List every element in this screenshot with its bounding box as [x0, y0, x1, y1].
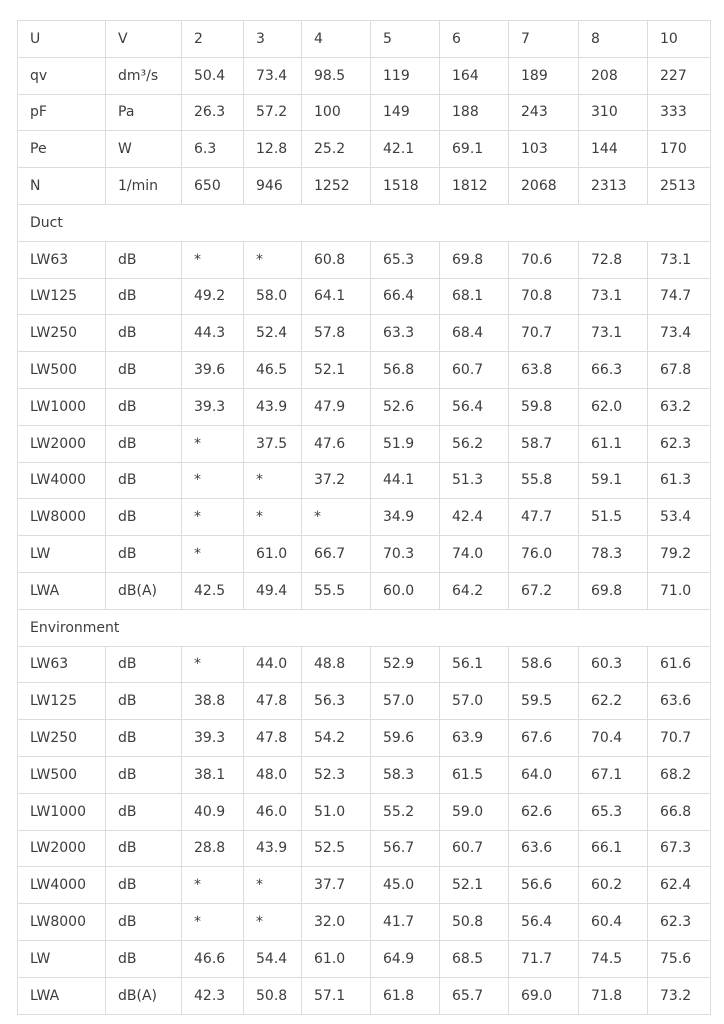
unit-cell: dB: [106, 352, 182, 389]
value-cell: 75.6: [648, 940, 711, 977]
value-cell: 57.8: [302, 315, 371, 352]
value-cell: 60.4: [579, 904, 648, 941]
value-cell: 38.8: [182, 683, 244, 720]
value-cell: *: [182, 425, 244, 462]
table-row: [18, 131, 711, 168]
value-cell: 149: [371, 94, 440, 131]
value-cell: 46.6: [182, 940, 244, 977]
value-cell: 333: [648, 94, 711, 131]
value-cell: 42.4: [440, 499, 509, 536]
row-label: LW: [18, 536, 106, 573]
value-cell: 44.0: [244, 646, 302, 683]
row-label: LW1000: [18, 793, 106, 830]
value-cell: 6: [440, 21, 509, 58]
value-cell: 2313: [579, 168, 648, 205]
value-cell: *: [182, 904, 244, 941]
value-cell: 65.3: [371, 241, 440, 278]
value-cell: 68.2: [648, 756, 711, 793]
value-cell: 100: [302, 94, 371, 131]
value-cell: 72.8: [579, 241, 648, 278]
value-cell: 1812: [440, 168, 509, 205]
value-cell: 65.7: [440, 977, 509, 1014]
value-cell: 62.3: [648, 904, 711, 941]
value-cell: 52.6: [371, 388, 440, 425]
unit-cell: dB: [106, 425, 182, 462]
table-row: [18, 683, 711, 720]
unit-cell: dB: [106, 756, 182, 793]
value-cell: 61.3: [648, 462, 711, 499]
value-cell: 5: [371, 21, 440, 58]
value-cell: 66.4: [371, 278, 440, 315]
value-cell: 57.2: [244, 94, 302, 131]
value-cell: 66.1: [579, 830, 648, 867]
value-cell: 49.4: [244, 572, 302, 609]
value-cell: 57.1: [302, 977, 371, 1014]
value-cell: 76.0: [509, 536, 579, 573]
unit-cell: dB: [106, 830, 182, 867]
row-label: U: [18, 21, 106, 58]
unit-cell: W: [106, 131, 182, 168]
value-cell: 25.2: [302, 131, 371, 168]
table-row: [18, 940, 711, 977]
row-label: LW8000: [18, 904, 106, 941]
unit-cell: dB: [106, 793, 182, 830]
value-cell: 62.3: [648, 425, 711, 462]
value-cell: 1252: [302, 168, 371, 205]
row-label: LW125: [18, 683, 106, 720]
value-cell: 47.6: [302, 425, 371, 462]
value-cell: 56.1: [440, 646, 509, 683]
table-row: [18, 830, 711, 867]
row-label: LW4000: [18, 462, 106, 499]
value-cell: 47.8: [244, 683, 302, 720]
value-cell: 37.7: [302, 867, 371, 904]
section-title: Duct: [18, 204, 711, 241]
value-cell: 59.1: [579, 462, 648, 499]
row-label: LWA: [18, 977, 106, 1014]
table-row: [18, 867, 711, 904]
value-cell: *: [302, 499, 371, 536]
unit-cell: dB: [106, 940, 182, 977]
unit-cell: dB: [106, 904, 182, 941]
value-cell: 61.1: [579, 425, 648, 462]
value-cell: 48.0: [244, 756, 302, 793]
table-row: [18, 499, 711, 536]
value-cell: 164: [440, 57, 509, 94]
value-cell: 10: [648, 21, 711, 58]
value-cell: 47.7: [509, 499, 579, 536]
value-cell: 56.4: [440, 388, 509, 425]
value-cell: 62.0: [579, 388, 648, 425]
value-cell: 98.5: [302, 57, 371, 94]
table-row: [18, 315, 711, 352]
value-cell: 49.2: [182, 278, 244, 315]
value-cell: 68.4: [440, 315, 509, 352]
value-cell: 2513: [648, 168, 711, 205]
value-cell: 61.0: [302, 940, 371, 977]
value-cell: 47.9: [302, 388, 371, 425]
value-cell: 208: [579, 57, 648, 94]
value-cell: 58.7: [509, 425, 579, 462]
table-row: [18, 904, 711, 941]
row-label: Pe: [18, 131, 106, 168]
value-cell: 57.0: [371, 683, 440, 720]
value-cell: 189: [509, 57, 579, 94]
value-cell: 61.0: [244, 536, 302, 573]
value-cell: 32.0: [302, 904, 371, 941]
table-row: [18, 977, 711, 1014]
value-cell: 73.2: [648, 977, 711, 1014]
table-row: [18, 572, 711, 609]
unit-cell: dB: [106, 499, 182, 536]
value-cell: 69.0: [509, 977, 579, 1014]
table-row: [18, 425, 711, 462]
value-cell: 62.6: [509, 793, 579, 830]
value-cell: 63.3: [371, 315, 440, 352]
unit-cell: dm³/s: [106, 57, 182, 94]
value-cell: 40.9: [182, 793, 244, 830]
value-cell: 8: [579, 21, 648, 58]
value-cell: 46.0: [244, 793, 302, 830]
value-cell: 64.0: [509, 756, 579, 793]
value-cell: 66.8: [648, 793, 711, 830]
row-label: LW63: [18, 241, 106, 278]
value-cell: 51.9: [371, 425, 440, 462]
value-cell: 38.1: [182, 756, 244, 793]
value-cell: 59.5: [509, 683, 579, 720]
value-cell: 2068: [509, 168, 579, 205]
value-cell: *: [182, 462, 244, 499]
value-cell: 60.0: [371, 572, 440, 609]
unit-cell: dB: [106, 388, 182, 425]
value-cell: 63.6: [509, 830, 579, 867]
row-label: LW8000: [18, 499, 106, 536]
value-cell: 43.9: [244, 830, 302, 867]
value-cell: 47.8: [244, 720, 302, 757]
value-cell: 119: [371, 57, 440, 94]
value-cell: 70.6: [509, 241, 579, 278]
unit-cell: V: [106, 21, 182, 58]
value-cell: 73.4: [648, 315, 711, 352]
value-cell: 39.6: [182, 352, 244, 389]
value-cell: 64.2: [440, 572, 509, 609]
value-cell: 69.8: [579, 572, 648, 609]
value-cell: 64.9: [371, 940, 440, 977]
value-cell: *: [182, 536, 244, 573]
row-label: pF: [18, 94, 106, 131]
value-cell: 946: [244, 168, 302, 205]
row-label: LW63: [18, 646, 106, 683]
value-cell: 55.2: [371, 793, 440, 830]
table-row: [18, 241, 711, 278]
table-row: [18, 168, 711, 205]
row-label: LW2000: [18, 425, 106, 462]
value-cell: 52.1: [302, 352, 371, 389]
value-cell: 1518: [371, 168, 440, 205]
value-cell: 12.8: [244, 131, 302, 168]
value-cell: 50.8: [244, 977, 302, 1014]
row-label: LW2000: [18, 830, 106, 867]
header-row: [18, 21, 711, 58]
value-cell: 50.8: [440, 904, 509, 941]
value-cell: 69.1: [440, 131, 509, 168]
value-cell: 56.7: [371, 830, 440, 867]
value-cell: 74.0: [440, 536, 509, 573]
value-cell: 60.8: [302, 241, 371, 278]
value-cell: 43.9: [244, 388, 302, 425]
table-row: [18, 756, 711, 793]
value-cell: 4: [302, 21, 371, 58]
unit-cell: dB: [106, 720, 182, 757]
value-cell: *: [244, 867, 302, 904]
value-cell: 170: [648, 131, 711, 168]
value-cell: 62.2: [579, 683, 648, 720]
value-cell: 70.7: [648, 720, 711, 757]
unit-cell: dB: [106, 536, 182, 573]
value-cell: *: [244, 499, 302, 536]
value-cell: 37.5: [244, 425, 302, 462]
table-row: [18, 278, 711, 315]
value-cell: 60.7: [440, 352, 509, 389]
value-cell: 70.4: [579, 720, 648, 757]
value-cell: 66.3: [579, 352, 648, 389]
value-cell: 63.2: [648, 388, 711, 425]
value-cell: 44.3: [182, 315, 244, 352]
value-cell: 243: [509, 94, 579, 131]
value-cell: 52.5: [302, 830, 371, 867]
value-cell: 63.9: [440, 720, 509, 757]
unit-cell: dB: [106, 241, 182, 278]
value-cell: 70.8: [509, 278, 579, 315]
value-cell: 46.5: [244, 352, 302, 389]
value-cell: 67.8: [648, 352, 711, 389]
value-cell: 73.4: [244, 57, 302, 94]
value-cell: 68.5: [440, 940, 509, 977]
table-row: [18, 720, 711, 757]
value-cell: 39.3: [182, 720, 244, 757]
value-cell: 59.0: [440, 793, 509, 830]
value-cell: 58.3: [371, 756, 440, 793]
value-cell: 61.6: [648, 646, 711, 683]
value-cell: 79.2: [648, 536, 711, 573]
value-cell: 45.0: [371, 867, 440, 904]
value-cell: 61.5: [440, 756, 509, 793]
value-cell: 73.1: [579, 315, 648, 352]
value-cell: 7: [509, 21, 579, 58]
value-cell: 55.5: [302, 572, 371, 609]
value-cell: 55.8: [509, 462, 579, 499]
value-cell: *: [244, 241, 302, 278]
row-label: LW250: [18, 720, 106, 757]
unit-cell: 1/min: [106, 168, 182, 205]
value-cell: 71.0: [648, 572, 711, 609]
value-cell: 42.3: [182, 977, 244, 1014]
table-row: [18, 646, 711, 683]
value-cell: 67.3: [648, 830, 711, 867]
unit-cell: dB: [106, 315, 182, 352]
value-cell: 103: [509, 131, 579, 168]
value-cell: 54.4: [244, 940, 302, 977]
value-cell: 62.4: [648, 867, 711, 904]
fan-data-table: [17, 20, 711, 1015]
value-cell: 60.2: [579, 867, 648, 904]
table-row: [18, 94, 711, 131]
value-cell: 52.1: [440, 867, 509, 904]
value-cell: 61.8: [371, 977, 440, 1014]
value-cell: 71.7: [509, 940, 579, 977]
unit-cell: dB: [106, 278, 182, 315]
value-cell: 66.7: [302, 536, 371, 573]
unit-cell: dB: [106, 462, 182, 499]
unit-cell: dB(A): [106, 977, 182, 1014]
value-cell: 54.2: [302, 720, 371, 757]
value-cell: 58.6: [509, 646, 579, 683]
value-cell: 60.3: [579, 646, 648, 683]
value-cell: 52.9: [371, 646, 440, 683]
value-cell: 74.7: [648, 278, 711, 315]
value-cell: *: [244, 904, 302, 941]
value-cell: 51.3: [440, 462, 509, 499]
unit-cell: dB: [106, 646, 182, 683]
value-cell: 51.0: [302, 793, 371, 830]
value-cell: 64.1: [302, 278, 371, 315]
value-cell: 37.2: [302, 462, 371, 499]
value-cell: 144: [579, 131, 648, 168]
value-cell: 59.8: [509, 388, 579, 425]
row-label: LW250: [18, 315, 106, 352]
value-cell: 57.0: [440, 683, 509, 720]
row-label: LW1000: [18, 388, 106, 425]
row-label: LW: [18, 940, 106, 977]
value-cell: 67.2: [509, 572, 579, 609]
value-cell: 39.3: [182, 388, 244, 425]
value-cell: 56.2: [440, 425, 509, 462]
row-label: LW4000: [18, 867, 106, 904]
value-cell: 69.8: [440, 241, 509, 278]
value-cell: 42.5: [182, 572, 244, 609]
value-cell: *: [244, 462, 302, 499]
value-cell: 227: [648, 57, 711, 94]
value-cell: 56.8: [371, 352, 440, 389]
value-cell: 67.1: [579, 756, 648, 793]
section-title: Environment: [18, 609, 711, 646]
unit-cell: Pa: [106, 94, 182, 131]
section-header: [18, 609, 711, 646]
table-row: [18, 536, 711, 573]
value-cell: 310: [579, 94, 648, 131]
row-label: LW500: [18, 756, 106, 793]
value-cell: 34.9: [371, 499, 440, 536]
value-cell: 28.8: [182, 830, 244, 867]
value-cell: 48.8: [302, 646, 371, 683]
value-cell: 650: [182, 168, 244, 205]
value-cell: 78.3: [579, 536, 648, 573]
value-cell: 63.8: [509, 352, 579, 389]
value-cell: 42.1: [371, 131, 440, 168]
value-cell: 56.3: [302, 683, 371, 720]
row-label: N: [18, 168, 106, 205]
value-cell: 67.6: [509, 720, 579, 757]
value-cell: 60.7: [440, 830, 509, 867]
table-row: [18, 462, 711, 499]
unit-cell: dB(A): [106, 572, 182, 609]
value-cell: 41.7: [371, 904, 440, 941]
value-cell: 74.5: [579, 940, 648, 977]
table-row: [18, 793, 711, 830]
value-cell: 52.3: [302, 756, 371, 793]
value-cell: 51.5: [579, 499, 648, 536]
table-row: [18, 57, 711, 94]
value-cell: 56.4: [509, 904, 579, 941]
value-cell: *: [182, 867, 244, 904]
value-cell: 68.1: [440, 278, 509, 315]
value-cell: 59.6: [371, 720, 440, 757]
value-cell: 70.7: [509, 315, 579, 352]
unit-cell: dB: [106, 867, 182, 904]
value-cell: 52.4: [244, 315, 302, 352]
value-cell: 71.8: [579, 977, 648, 1014]
section-header: [18, 204, 711, 241]
value-cell: *: [182, 646, 244, 683]
unit-cell: dB: [106, 683, 182, 720]
value-cell: 26.3: [182, 94, 244, 131]
value-cell: 65.3: [579, 793, 648, 830]
value-cell: 2: [182, 21, 244, 58]
value-cell: 3: [244, 21, 302, 58]
value-cell: 70.3: [371, 536, 440, 573]
value-cell: 44.1: [371, 462, 440, 499]
value-cell: 56.6: [509, 867, 579, 904]
value-cell: 188: [440, 94, 509, 131]
value-cell: 6.3: [182, 131, 244, 168]
row-label: LWA: [18, 572, 106, 609]
row-label: LW500: [18, 352, 106, 389]
row-label: LW125: [18, 278, 106, 315]
value-cell: 50.4: [182, 57, 244, 94]
row-label: qv: [18, 57, 106, 94]
table-row: [18, 352, 711, 389]
value-cell: 73.1: [648, 241, 711, 278]
value-cell: 58.0: [244, 278, 302, 315]
value-cell: 63.6: [648, 683, 711, 720]
value-cell: *: [182, 499, 244, 536]
value-cell: *: [182, 241, 244, 278]
value-cell: 53.4: [648, 499, 711, 536]
table-row: [18, 388, 711, 425]
value-cell: 73.1: [579, 278, 648, 315]
